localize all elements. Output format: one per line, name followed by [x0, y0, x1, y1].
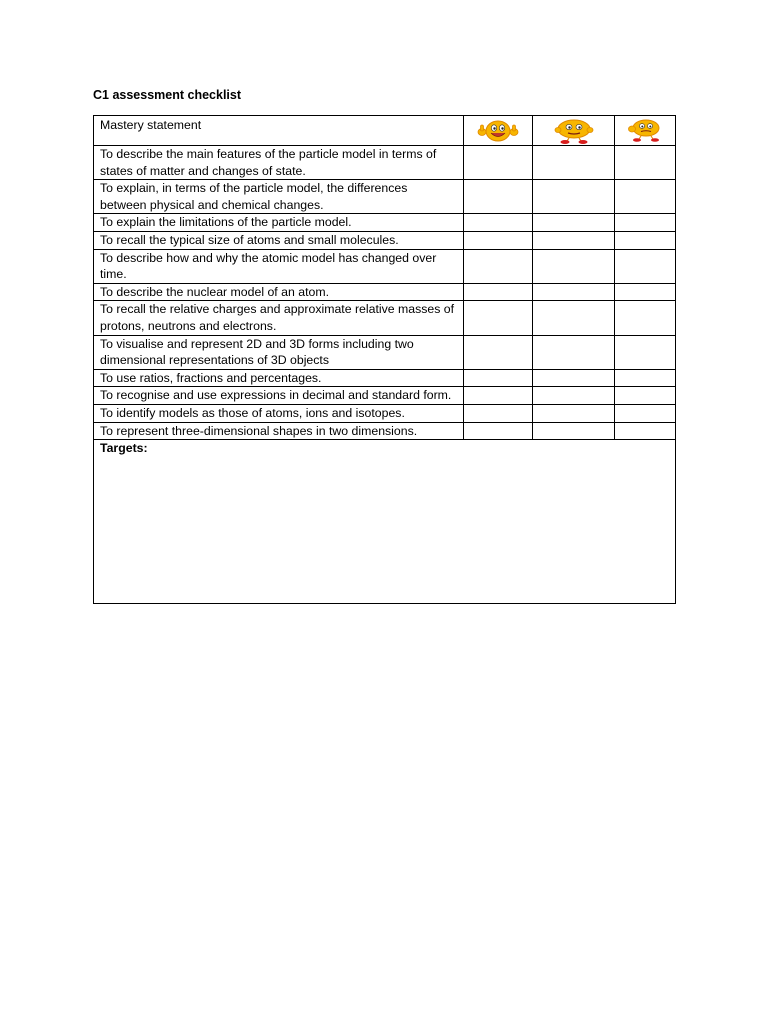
mastery-statement-text: To recall the typical size of atoms and small molecules.: [94, 231, 464, 249]
rating-cell-neutral[interactable]: [533, 301, 615, 335]
rating-cell-confident[interactable]: [464, 249, 533, 283]
rating-cell-unsure[interactable]: [615, 231, 676, 249]
rating-cell-neutral[interactable]: [533, 231, 615, 249]
mastery-statement-row: [94, 214, 676, 232]
table-header-row: [94, 116, 676, 146]
rating-cell-confident[interactable]: [464, 283, 533, 301]
targets-row: [94, 440, 676, 604]
rating-cell-neutral[interactable]: [533, 283, 615, 301]
neutral-smiley-icon: [548, 117, 600, 145]
rating-cell-unsure[interactable]: [615, 180, 676, 214]
rating-column-confident: [464, 116, 533, 146]
rating-cell-confident[interactable]: [464, 180, 533, 214]
mastery-statement-row: [94, 283, 676, 301]
rating-cell-neutral[interactable]: [533, 249, 615, 283]
rating-cell-confident[interactable]: [464, 387, 533, 405]
mastery-statement-text: To describe how and why the atomic model has changed over time.: [94, 249, 464, 283]
rating-cell-neutral[interactable]: [533, 387, 615, 405]
rating-cell-neutral[interactable]: [533, 214, 615, 232]
thumbs-up-smiley-icon: [470, 117, 526, 143]
rating-cell-unsure[interactable]: [615, 387, 676, 405]
rating-cell-confident[interactable]: [464, 422, 533, 440]
rating-cell-neutral[interactable]: [533, 146, 615, 180]
rating-column-neutral: [533, 116, 615, 146]
mastery-statement-text: To use ratios, fractions and percentages.: [94, 369, 464, 387]
mastery-statement-row: [94, 180, 676, 214]
rating-cell-neutral[interactable]: [533, 422, 615, 440]
rating-cell-confident[interactable]: [464, 214, 533, 232]
rating-cell-confident[interactable]: [464, 231, 533, 249]
rating-cell-unsure[interactable]: [615, 283, 676, 301]
mastery-statement-row: [94, 404, 676, 422]
mastery-statement-text: To identify models as those of atoms, ions and isotopes.: [94, 404, 464, 422]
mastery-statement-row: [94, 387, 676, 405]
mastery-statement-text: To describe the main features of the particle model in terms of states of matter and changes of state.: [94, 146, 464, 180]
rating-cell-unsure[interactable]: [615, 422, 676, 440]
mastery-statement-row: [94, 301, 676, 335]
rating-cell-confident[interactable]: [464, 301, 533, 335]
rating-cell-neutral[interactable]: [533, 369, 615, 387]
mastery-statement-text: To recognise and use expressions in decimal and standard form.: [94, 387, 464, 405]
mastery-statement-row: [94, 231, 676, 249]
targets-box[interactable]: [94, 440, 676, 604]
rating-cell-unsure[interactable]: [615, 301, 676, 335]
targets-label: Targets:: [100, 441, 148, 456]
rating-cell-neutral[interactable]: [533, 404, 615, 422]
mastery-statement-text: To visualise and represent 2D and 3D forms including two dimensional representations of 3D objects: [94, 335, 464, 369]
mastery-statement-row: [94, 249, 676, 283]
mastery-statement-row: [94, 146, 676, 180]
rating-cell-confident[interactable]: [464, 404, 533, 422]
assessment-checklist-table: [93, 115, 676, 604]
rating-cell-neutral[interactable]: [533, 335, 615, 369]
mastery-statement-text: To explain, in terms of the particle model, the differences between physical and chemical changes.: [94, 180, 464, 214]
mastery-statement-text: To describe the nuclear model of an atom.: [94, 283, 464, 301]
mastery-statement-row: [94, 335, 676, 369]
rating-cell-unsure[interactable]: [615, 404, 676, 422]
rating-cell-unsure[interactable]: [615, 214, 676, 232]
mastery-statement-text: To recall the relative charges and approximate relative masses of protons, neutrons and electrons.: [94, 301, 464, 335]
rating-column-unsure: [615, 116, 676, 146]
mastery-statement-text: To explain the limitations of the particle model.: [94, 214, 464, 232]
mastery-statement-text: To represent three-dimensional shapes in two dimensions.: [94, 422, 464, 440]
rating-cell-unsure[interactable]: [615, 369, 676, 387]
mastery-statement-header: Mastery statement: [94, 116, 464, 146]
rating-cell-neutral[interactable]: [533, 180, 615, 214]
mastery-statement-row: [94, 422, 676, 440]
document-title: C1 assessment checklist: [93, 88, 242, 102]
rating-cell-unsure[interactable]: [615, 249, 676, 283]
mastery-statement-row: [94, 369, 676, 387]
rating-cell-unsure[interactable]: [615, 146, 676, 180]
rating-cell-confident[interactable]: [464, 369, 533, 387]
rating-cell-confident[interactable]: [464, 335, 533, 369]
rating-cell-confident[interactable]: [464, 146, 533, 180]
rating-cell-unsure[interactable]: [615, 335, 676, 369]
unsure-smiley-icon: [623, 117, 667, 143]
